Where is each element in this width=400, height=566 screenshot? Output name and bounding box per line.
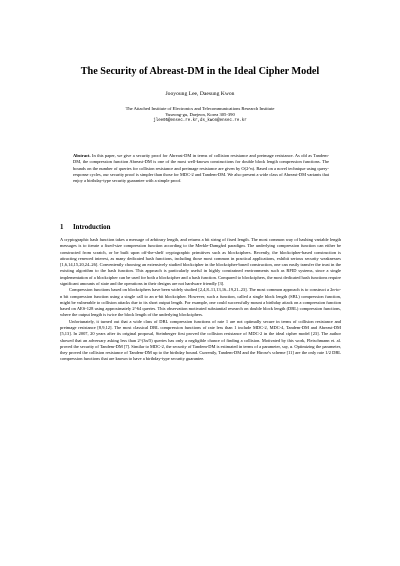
author-email: jlee05@ensec.re.kr,ds_kwon@ensec.re.kr [153,119,247,124]
affiliation-block [40,106,360,125]
section-number: 1 [60,224,64,231]
section-title: Introduction [73,224,111,231]
paragraph: Unfortunately, it turned out that a wide class of DBL compression functions of rate 1 are not optimally secure in terms of collision resistance and preimage resistance [8,9,12]. The most classical DBL compression functions of rate less than 1 include MDC-2, MDC-4, Tandem-DM and Abreast-DM [5,13]. In 2007, 20 years after its original proposal, Steinberger first proved the collision resistance of MDC-2 in the ideal cipher model [23]. The author showed that an adversary asking less than 2^(3n/5) queries has only a negligible chance of finding a collision. Motivated by this work, Fleischmann et. al. proved the security of Tandem-DM [7]. Similar to MDC-2, the security of Tandem-DM is estimated in terms of a parameter, say, α. Optimizing the parameter, they proved the collision resistance of Tandem-DM up to the birthday bound. Currently, Tandem-DM and the Hirose's scheme [11] are the only rate 1/2 DBL compression functions that are known to have a birthday-type security guarantee. [60,318,341,362]
abstract [73,153,329,184]
paragraph: A cryptographic hash function takes a message of arbitrary length, and returns a bit string of fixed length. The most common way of hashing variable length messages is to iterate a fixed-size compression function according to the Merkle-Damgård paradigm. The underlying compression function can either be constructed from scratch, or be built upon off-the-shelf cryptographic primitives such as blockciphers. Recently, the blockcipher-based construction is attracting renewed interest, as many dedicated hash functions, including those most common in practical applications, exhibit serious security weaknesses [1,6,14,15,20,24–26]. Conveniently choosing an extensively studied blockcipher in the blockcipher-based construction, one can easily transfer the trust in the existing algorithm to the hash function. This approach is particularly useful in highly constrained environments such as RFID systems, since a single implementation of a blockcipher can be used for both a blockcipher and a hash function. Compared to blockciphers, the most dedicated hash functions require significant amounts of state and the operations in their designs are not hardware friendly [3]. [60,237,341,286]
abstract-label: Abstract. [73,153,91,158]
author-list: Jooyoung Lee, Daesung Kwon [165,91,235,97]
affiliation-institute: The Attached Institute of Electronics and Telecommunications Research Institute [125,106,275,111]
affiliation-address: Yuseong-gu, Daejeon, Korea 305-390 [165,112,235,118]
section-heading [60,224,340,231]
paragraph: Compression functions based on blockciphers have been widely studied [2,4,8–11,13,16–19,21–23]. The most common approach is to construct a 2n-to-n bit compression function using a single call to an n-bit blockcipher. However, such a function, called a single block length (SBL) compression function, might be vulnerable to collision attacks due to its short output length. For example, one could successfully mount a birthday attack on a compression function based on AES-128 using approximately 2^64 queries. This observation motivated substantial research on double block length (DBL) compression functions, where the output length is twice the block length of the underlying blockciphers. [60,287,341,318]
paper-title: The Security of Abreast-DM in the Ideal Cipher Model [80,66,320,77]
section-body [60,237,341,363]
abstract-text: In this paper, we give a security proof for Abreast-DM in terms of collision resistance and preimage resistance. As old as Tandem-DM, the compression function Abreast-DM is one of the most well-known constructions for double block length compression functions. The bounds on the number of queries for collision resistance and preimage resistance are given by O(2^n). Based on a novel technique using query-response cycles, our security proof is simpler than those for MDC-2 and Tandem-DM. We also present a wide class of Abreast-DM variants that enjoy a birthday-type security guarantee with a simple proof. [73,153,330,184]
